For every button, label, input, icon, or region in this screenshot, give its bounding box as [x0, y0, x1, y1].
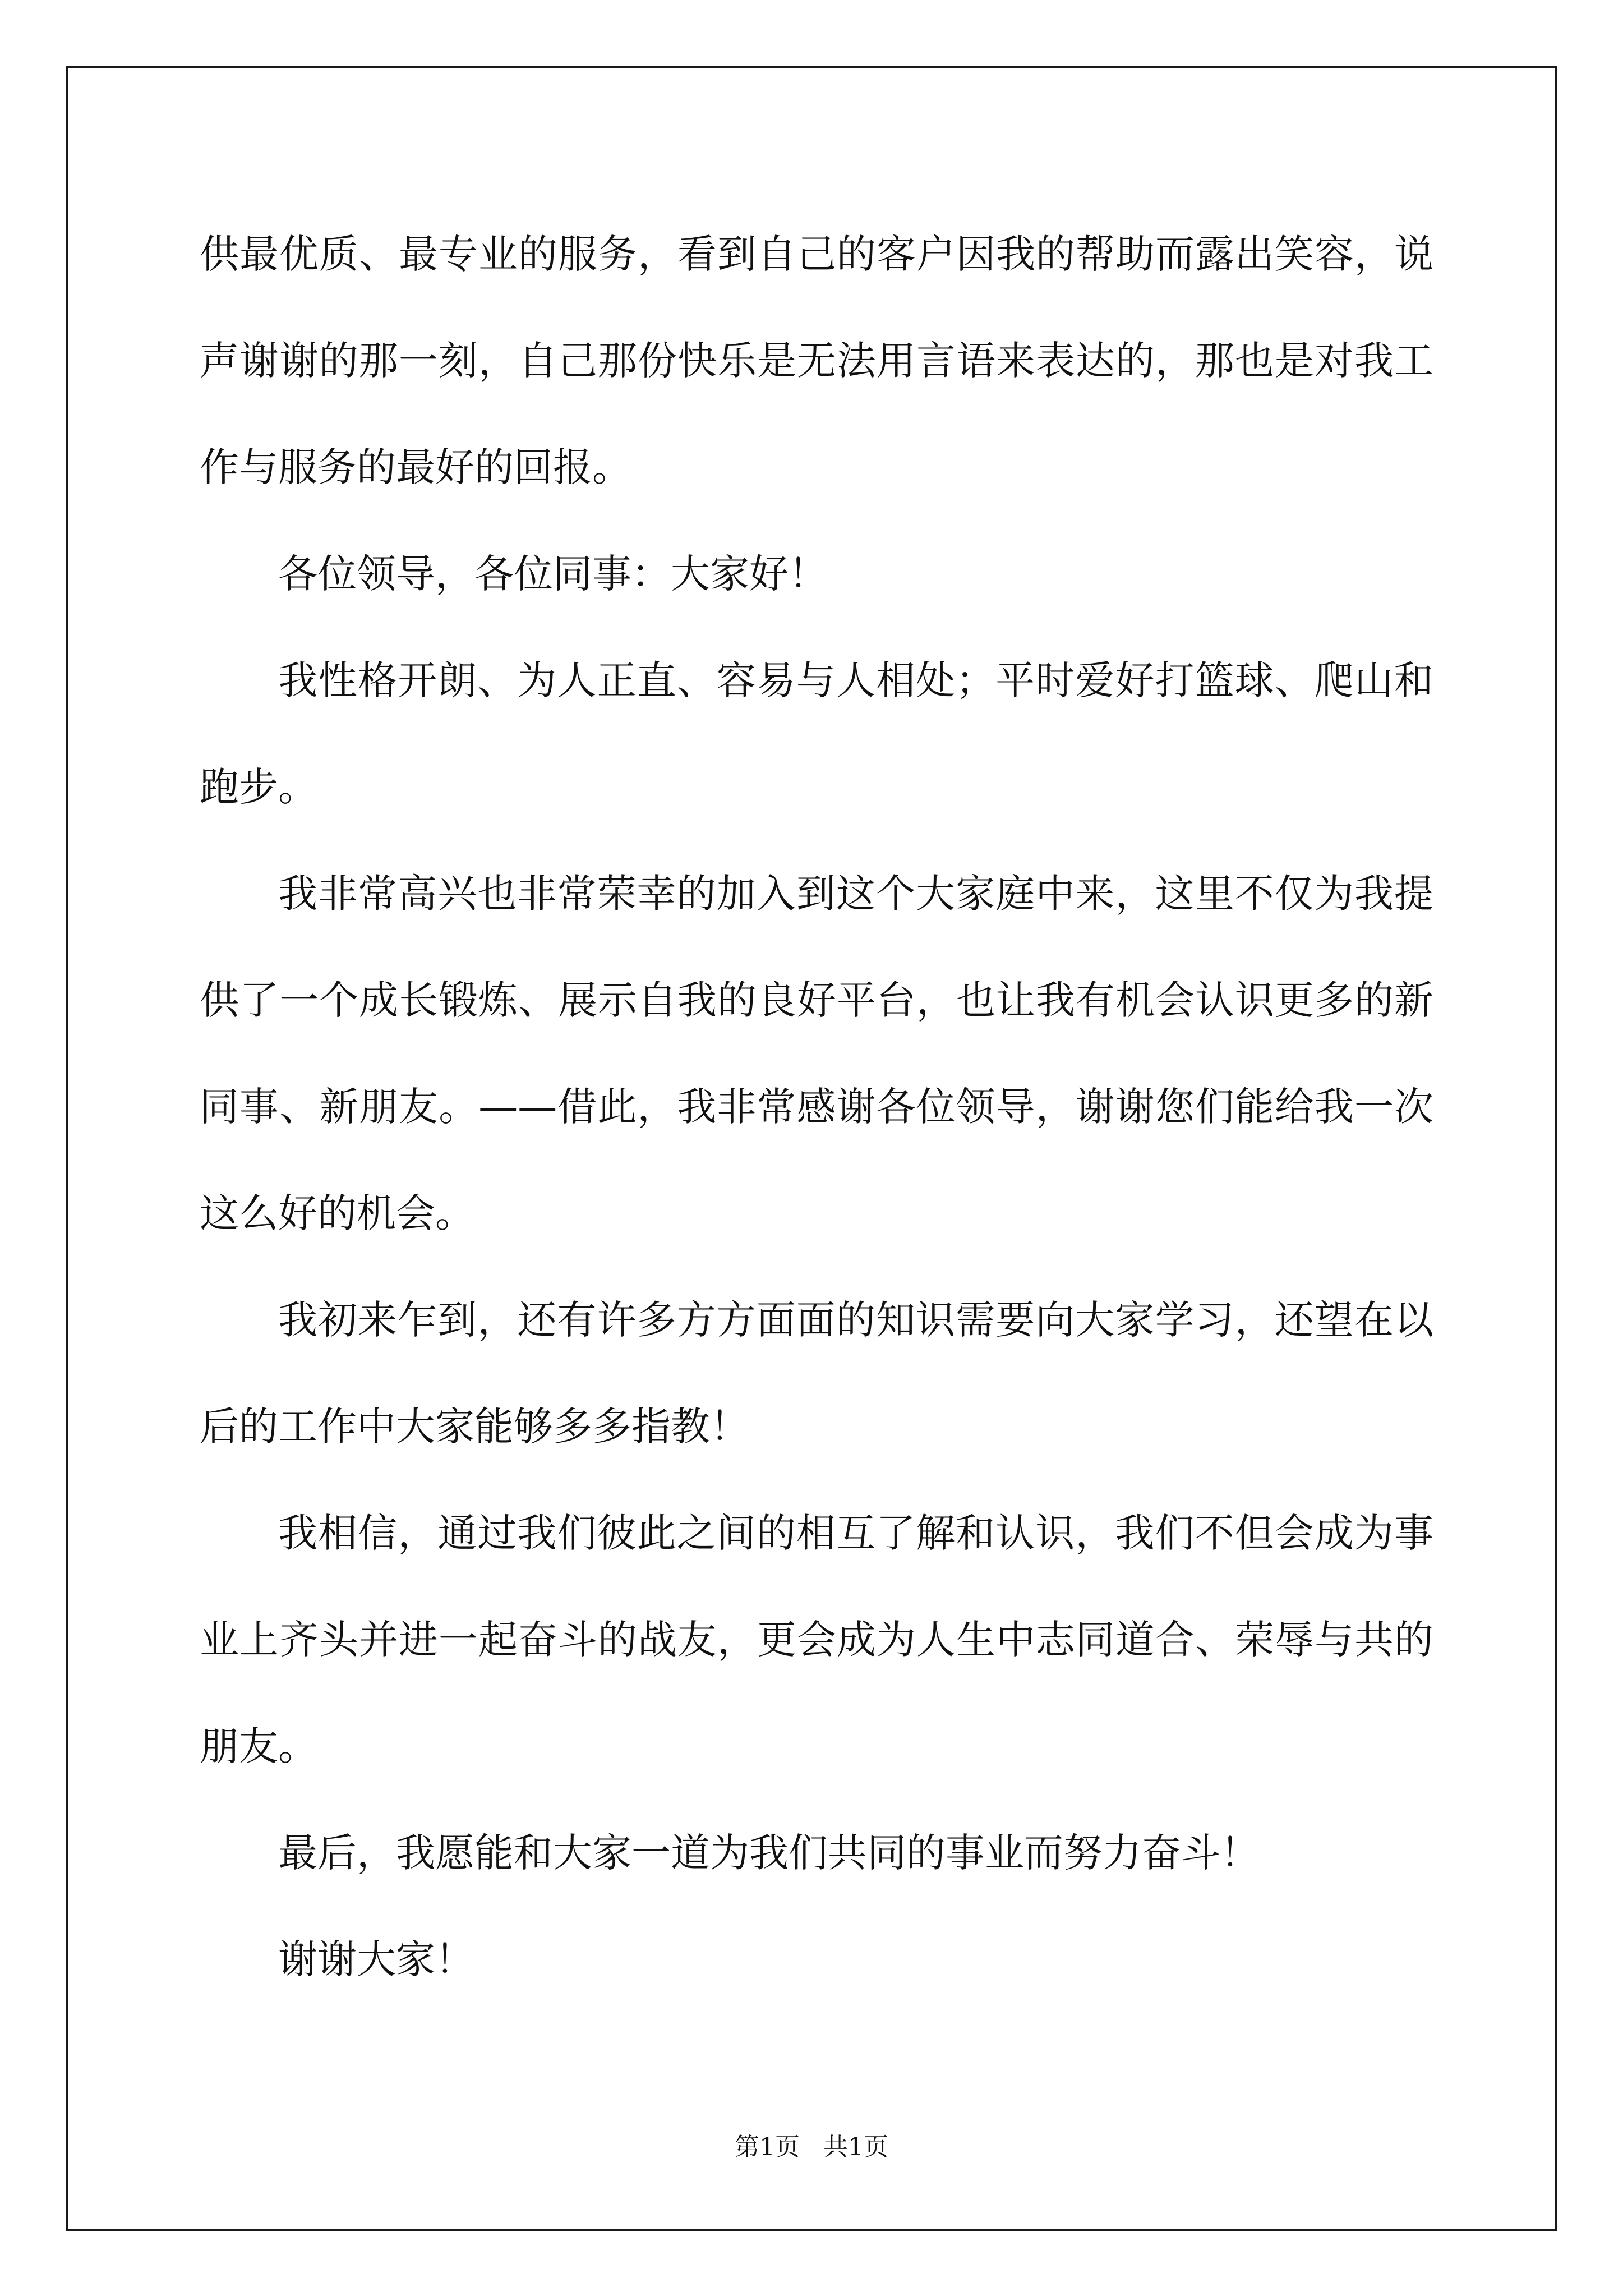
- paragraph-2: 各位领导，各位同事：大家好！: [278, 551, 828, 597]
- paragraph-4: 我非常高兴也非常荣幸的加入到这个大家庭中来，这里不仅为我提供了一个成长锻炼、展示自我的良好平台，也让我有机会认识更多的新同事、新朋友。——借此，我非常感谢各位领导，谢谢您们能给我一次这么好的机会。: [200, 871, 1433, 1236]
- paragraph-3: 我性格开朗、为人正直、容易与人相处；平时爱好打篮球、爬山和跑步。: [200, 657, 1433, 810]
- paragraph-8: 谢谢大家！: [278, 1936, 474, 1982]
- document-body: [200, 201, 1433, 2013]
- paragraph-7: 最后，我愿能和大家一道为我们共同的事业而努力奋斗！: [278, 1830, 1260, 1876]
- page-footer: 第1页 共1页: [735, 2133, 888, 2161]
- paragraph-1: 供最优质、最专业的服务，看到自己的客户因我的帮助而露出笑容，说声谢谢的那一刻，自己那份快乐是无法用言语来表达的，那也是对我工作与服务的最好的回报。: [200, 231, 1433, 490]
- paragraph-6: 我相信，通过我们彼此之间的相互了解和认识，我们不但会成为事业上齐头并进一起奋斗的战友，更会成为人生中志同道合、荣辱与共的朋友。: [200, 1510, 1433, 1769]
- paragraph-5: 我初来乍到，还有许多方方面面的知识需要向大家学习，还望在以后的工作中大家能够多多指教！: [200, 1297, 1433, 1450]
